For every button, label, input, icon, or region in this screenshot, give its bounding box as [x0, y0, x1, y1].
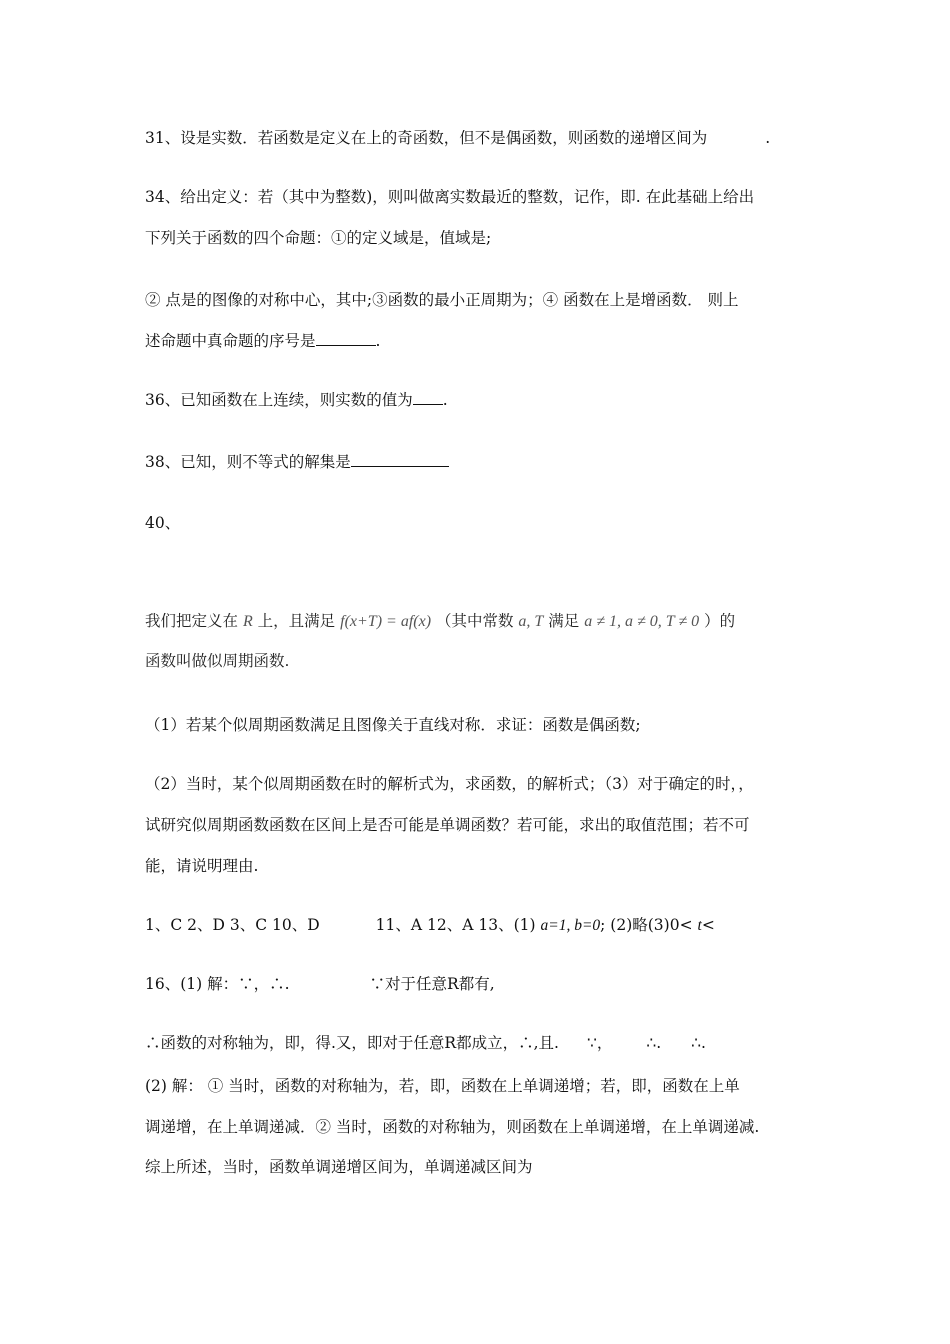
definition-line-2: 函数叫做似周期函数.: [145, 652, 290, 670]
question-34-line-3: ② 点是的图像的对称中心，其中;③函数的最小正周期为；④ 函数在上是增函数． 则上: [145, 291, 739, 309]
answer-16-line-2: ∴函数的对称轴为，即，得.又，即对于任意R都成立，∴,且. ∵， ∴. ∴.: [145, 1034, 706, 1052]
answer-blank: [316, 331, 376, 346]
part-3-line-1: 试研究似周期函数函数在区间上是否可能是单调函数？若可能，求出的取值范围；若不可: [145, 816, 750, 834]
part-3-line-2: 能，请说明理由.: [145, 857, 259, 875]
answer-16-line-3: (2) 解： ① 当时，函数的对称轴为，若，即，函数在上单调递增；若，即，函数在上单: [145, 1077, 740, 1095]
question-40: 40、: [145, 514, 181, 532]
question-36: 36、已知函数在上连续，则实数的值为 .: [145, 391, 448, 409]
part-1: （1）若某个似周期函数满足且图像关于直线对称．求证：函数是偶函数;: [145, 716, 641, 734]
question-31: 31、设是实数．若函数是定义在上的奇函数，但不是偶函数，则函数的递增区间为 .: [145, 129, 771, 147]
question-34-line-1: 34、给出定义：若（其中为整数)，则叫做离实数最近的整数，记作，即. 在此基础上给出: [145, 188, 755, 206]
question-34-line-4: 述命题中真命题的序号是 .: [145, 332, 381, 350]
part-2: （2）当时，某个似周期函数在时的解析式为，求函数，的解析式；（3）对于确定的时，，: [145, 775, 754, 793]
answer-16-line-4: 调递增，在上单调递减．② 当时，函数的对称轴为，则函数在上单调递增，在上单调递减.: [145, 1118, 760, 1136]
question-38: 38、已知，则不等式的解集是: [145, 452, 449, 472]
answer-16-line-1: 16、(1) 解：∵，∴. ∵对于任意R都有,: [145, 975, 495, 993]
answer-16-line-5: 综上所述，当时，函数单调递增区间为，单调递减区间为: [145, 1158, 533, 1176]
answer-blank: [413, 390, 443, 405]
question-34-line-2: 下列关于函数的四个命题：①的定义域是，值域是;: [145, 229, 492, 247]
definition-line-1: 我们把定义在 R 上，且满足 f(x+T) = af(x) （其中常数 a, T 满足 a ≠ 1, a ≠ 0, T ≠ 0 ）的: [145, 612, 736, 630]
answer-blank: [351, 452, 449, 467]
answers-line-1: 1、C 2、D 3、C 10、D 11、A 12、A 13、(1) a=1, b=0; (2)略(3)0< t<: [145, 916, 715, 934]
